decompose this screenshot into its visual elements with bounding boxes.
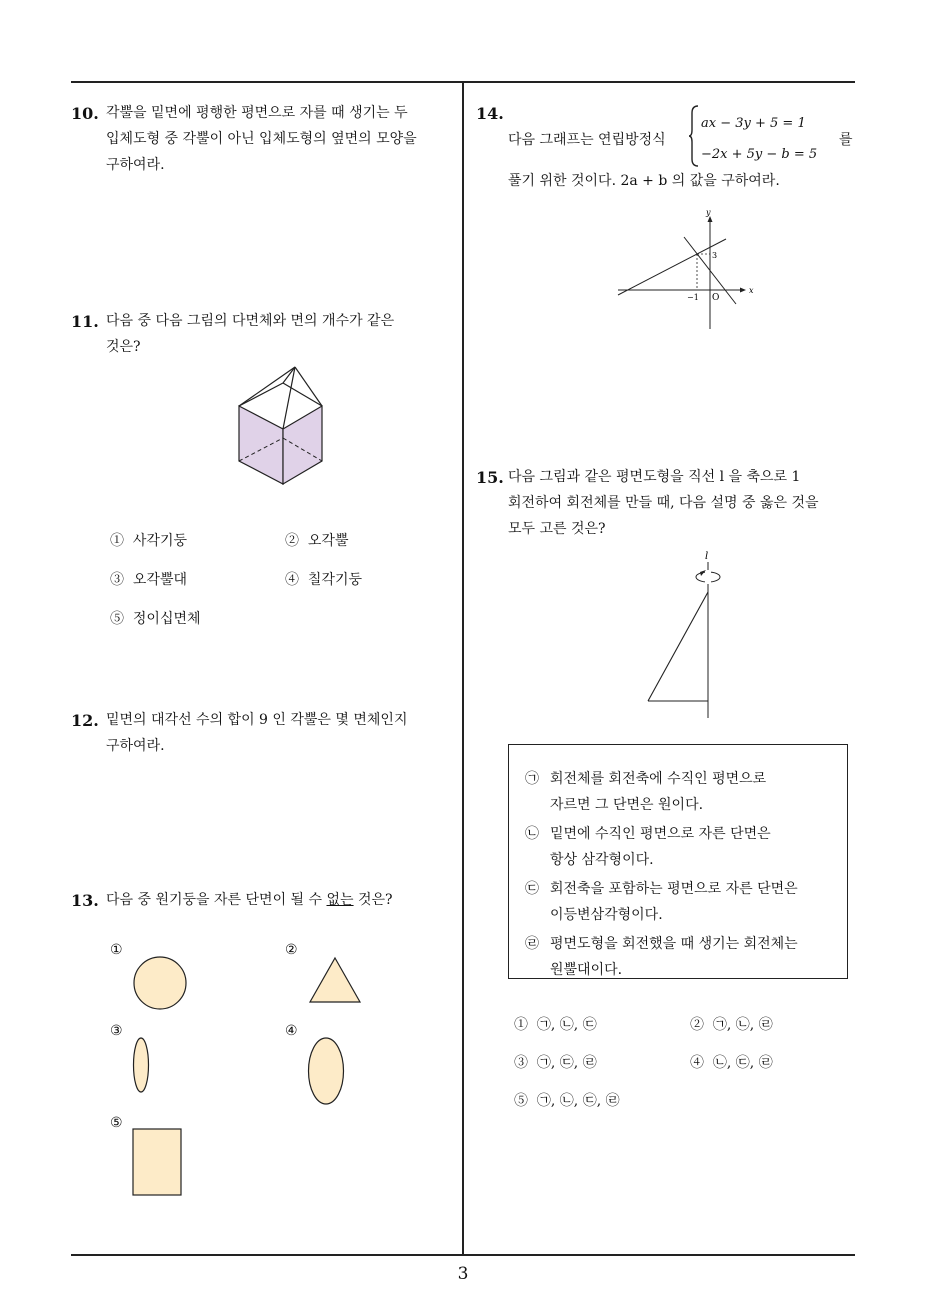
page-number: 3 xyxy=(457,1264,469,1284)
statement-a: ㉠ 회전체를 회전축에 수직인 평면으로 자르면 그 단면은 원이다. xyxy=(525,771,767,813)
question-lead: 다음 그래프는 연립방정식 xyxy=(508,132,666,148)
q11-choice-2[interactable]: ② 오각뿔 xyxy=(285,533,349,549)
polyhedron-figure xyxy=(225,360,335,492)
system-brace xyxy=(688,104,700,168)
question-line2: 풀기 위한 것이다. 2a + b 의 값을 구하여라. xyxy=(508,173,780,189)
question-text: 다음 중 다음 그림의 다면체와 면의 개수가 같은 것은? xyxy=(106,313,395,355)
question-number: 11. xyxy=(71,312,99,331)
x-axis-label: x xyxy=(749,286,754,295)
q15-choice-5[interactable]: ⑤ ㉠, ㉡, ㉢, ㉣ xyxy=(514,1093,620,1109)
question-number: 14. xyxy=(476,104,504,123)
statement-b: ㉡ 밑면에 수직인 평면으로 자른 단면은 항상 삼각형이다. xyxy=(525,826,771,868)
question-text: 다음 그림과 같은 평면도형을 직선 l 을 축으로 1 회전하여 회전체를 만들 때, 다음 설명 중 옳은 것을 모두 고른 것은? xyxy=(508,469,819,537)
triangle-shape[interactable] xyxy=(307,955,363,1005)
equation-1: ax − 3y + 5 = 1 xyxy=(701,116,806,131)
q13-mark-4[interactable]: ④ xyxy=(285,1023,298,1039)
question-text: 각뿔을 밑면에 평행한 평면으로 자를 때 생기는 두 입체도형 중 각뿔이 아닌 입체도형의 옆면의 모양을 구하여라. xyxy=(106,105,417,173)
circle-shape[interactable] xyxy=(132,955,188,1011)
rectangle-shape[interactable] xyxy=(132,1128,184,1198)
axis-label: l xyxy=(705,551,709,562)
q13-mark-5[interactable]: ⑤ xyxy=(110,1115,123,1131)
q11-choice-3[interactable]: ③ 오각뿔대 xyxy=(110,572,188,588)
q13-mark-2[interactable]: ② xyxy=(285,942,298,958)
wide-ellipse-shape[interactable] xyxy=(306,1035,346,1107)
origin-label: O xyxy=(712,293,720,303)
y-axis-label: y xyxy=(706,208,711,217)
x-tick-label: −1 xyxy=(687,293,699,302)
column-divider xyxy=(462,82,464,1255)
question-number: 10. xyxy=(71,104,99,123)
q15-choice-3[interactable]: ③ ㉠, ㉢, ㉣ xyxy=(514,1055,597,1071)
y-tick-label: 3 xyxy=(712,251,718,260)
q11-choice-4[interactable]: ④ 칠각기둥 xyxy=(285,572,363,588)
question-text: 다음 중 원기둥을 자른 단면이 될 수 없는 것은? xyxy=(106,892,393,908)
question-number: 12. xyxy=(71,711,99,730)
q15-choice-2[interactable]: ② ㉠, ㉡, ㉣ xyxy=(690,1017,773,1033)
q11-choice-1[interactable]: ① 사각기둥 xyxy=(110,533,188,549)
q13-mark-3[interactable]: ③ xyxy=(110,1023,123,1039)
rotation-figure xyxy=(640,548,730,720)
statement-c: ㉢ 회전축을 포함하는 평면으로 자른 단면은 이등변삼각형이다. xyxy=(525,881,798,923)
statement-d: ㉣ 평면도형을 회전했을 때 생기는 회전체는 원뿔대이다. xyxy=(525,936,798,978)
q13-mark-1[interactable]: ① xyxy=(110,942,123,958)
question-number: 15. xyxy=(476,468,504,487)
question-number: 13. xyxy=(71,891,99,910)
statements-box xyxy=(508,744,848,979)
narrow-ellipse-shape[interactable] xyxy=(131,1036,151,1094)
linear-graph xyxy=(612,203,758,333)
q15-choice-1[interactable]: ① ㉠, ㉡, ㉢ xyxy=(514,1017,597,1033)
q15-choice-4[interactable]: ④ ㉡, ㉢, ㉣ xyxy=(690,1055,773,1071)
q11-choice-5[interactable]: ⑤ 정이십면체 xyxy=(110,611,201,627)
question-text: 밑면의 대각선 수의 합이 9 인 각뿔은 몇 면체인지 구하여라. xyxy=(106,712,408,754)
question-tail: 를 xyxy=(839,132,853,148)
equation-2: −2x + 5y − b = 5 xyxy=(701,147,818,162)
